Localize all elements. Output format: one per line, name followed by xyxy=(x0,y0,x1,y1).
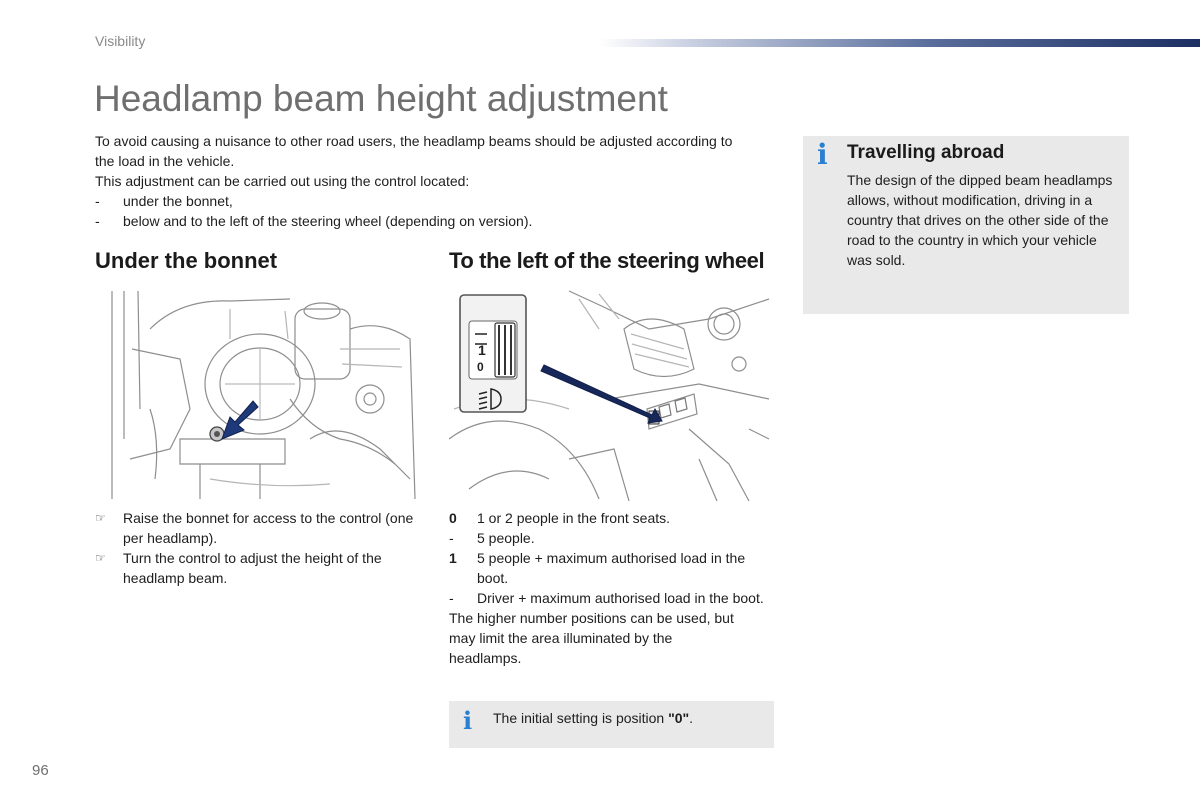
page-title: Headlamp beam height adjustment xyxy=(94,78,668,119)
list-item xyxy=(95,508,415,548)
intro-list-item xyxy=(95,211,755,231)
position-row xyxy=(449,548,769,588)
position-key: 1 xyxy=(449,550,457,566)
info-icon: i xyxy=(817,138,828,171)
travel-text: The design of the dipped beam headlamps allows, without modification, driving in a country that drives on the other side of the road to the country in which your vehicle was sold. xyxy=(847,172,1113,268)
position-text: 1 or 2 people in the front seats. xyxy=(477,510,671,526)
info-text: The initial setting is position xyxy=(493,710,669,726)
intro-item-text: below and to the left of the steering wheel (depending on version). xyxy=(123,213,533,229)
bonnet-steps xyxy=(95,508,415,588)
pointing-hand-icon: ☞ xyxy=(95,511,106,525)
info-icon: i xyxy=(463,706,473,735)
position-text: 5 people + maximum authorised load in the boot. xyxy=(477,550,746,586)
position-text: Driver + maximum authorised load in the boot. xyxy=(477,590,764,606)
section-title-steering-wheel: To the left of the steering wheel xyxy=(449,248,765,273)
intro-paragraph-1: To avoid causing a nuisance to other road users, the headlamp beams should be adjusted according to the load in the vehicle. xyxy=(95,133,733,169)
dashboard-illustration xyxy=(449,289,774,501)
position-key: - xyxy=(449,530,454,546)
position-note: The higher number positions can be used, but may limit the area illuminated by the headlamps. xyxy=(449,610,734,666)
position-row xyxy=(449,588,769,608)
position-list xyxy=(449,508,769,668)
intro-item-text: under the bonnet, xyxy=(123,193,233,209)
dash-marker: - xyxy=(95,193,100,209)
intro-paragraph-2: This adjustment can be carried out using the control located: xyxy=(95,173,470,189)
dial-label-one: 1 xyxy=(478,342,486,358)
position-row xyxy=(449,508,769,528)
section-label: Visibility xyxy=(95,33,146,49)
travel-title: Travelling abroad xyxy=(847,142,1005,163)
info-end: . xyxy=(689,710,694,726)
position-text: 5 people. xyxy=(477,530,535,546)
step-text: Turn the control to adjust the height of the headlamp beam. xyxy=(123,550,382,586)
step-text: Raise the bonnet for access to the control (one per headlamp). xyxy=(123,510,414,546)
travel-box xyxy=(803,136,1129,314)
header-bar xyxy=(600,39,1200,47)
pointing-hand-icon: ☞ xyxy=(95,551,106,565)
intro-text xyxy=(95,131,755,231)
dash-marker: - xyxy=(95,213,100,229)
position-row xyxy=(449,528,769,548)
dial-label-zero: 0 xyxy=(477,360,484,374)
section-title-under-bonnet: Under the bonnet xyxy=(95,248,278,273)
page-number: 96 xyxy=(32,762,49,779)
info-value: "0" xyxy=(668,710,690,726)
list-item xyxy=(95,548,415,588)
engine-bay-illustration xyxy=(110,289,420,501)
initial-setting-text xyxy=(493,708,693,728)
position-key: - xyxy=(449,590,454,606)
initial-setting-box xyxy=(449,701,774,748)
intro-list-item xyxy=(95,191,755,211)
position-key: 0 xyxy=(449,510,457,526)
